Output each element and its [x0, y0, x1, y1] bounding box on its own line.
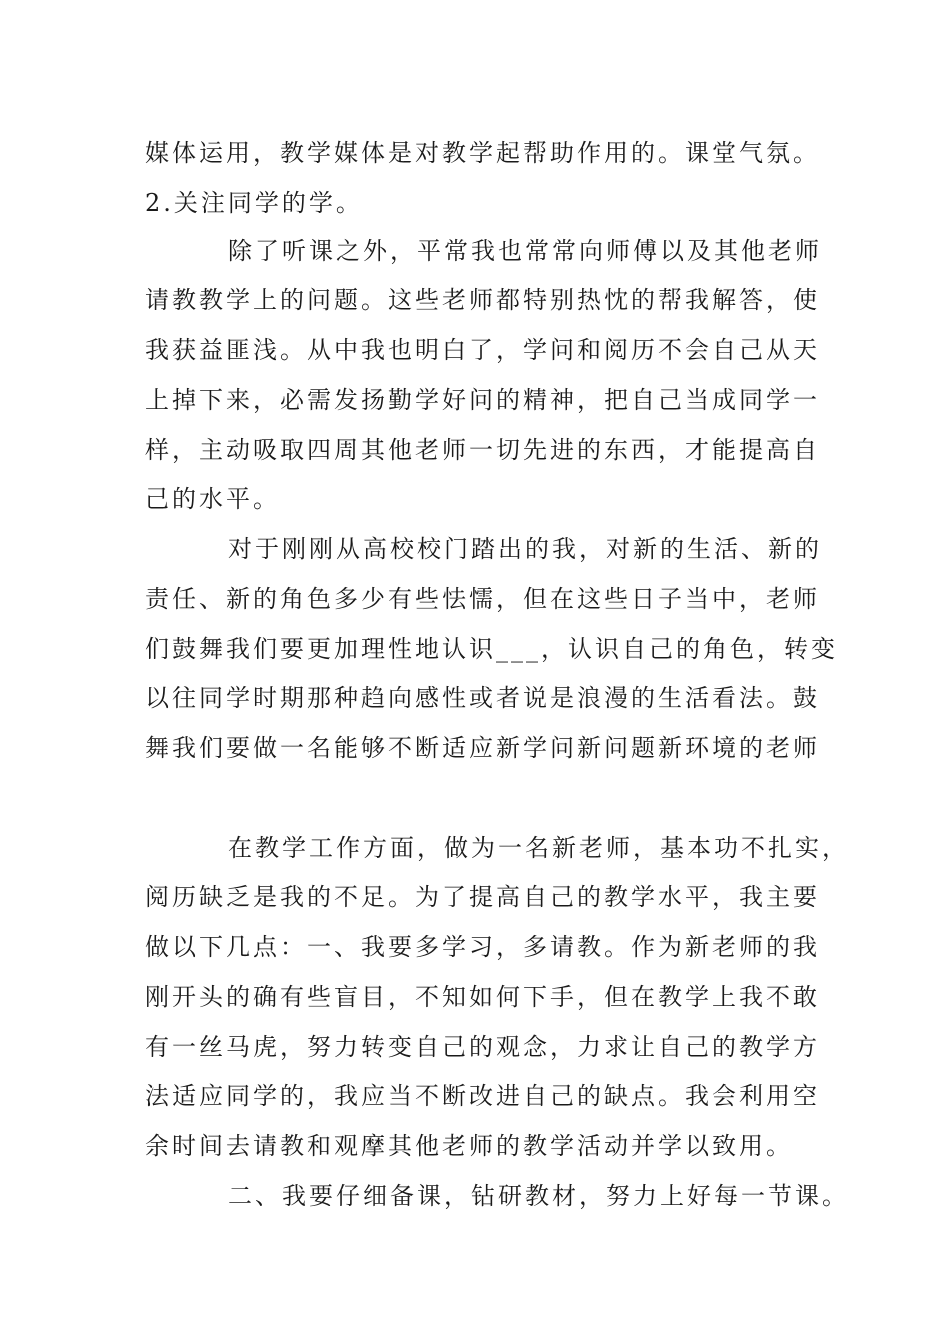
text-line: 刚开头的确有些盲目，不知如何下手，但在教学上我不敢 [145, 983, 820, 1011]
text-line: 以往同学时期那种趋向感性或者说是浪漫的生活看法。鼓 [145, 684, 820, 712]
paragraph-first-line: 对于刚刚从高校校门踏出的我，对新的生活、新的 [228, 535, 822, 563]
text-line: 阅历缺乏是我的不足。为了提高自己的教学水平，我主要 [145, 883, 820, 911]
paragraph-first-line: 在教学工作方面，做为一名新老师，基本功不扎实， [228, 834, 849, 862]
paragraph-first-line: 除了听课之外，平常我也常常向师傅以及其他老师 [228, 237, 822, 265]
text-line: 我获益匪浅。从中我也明白了，学问和阅历不会自己从天 [145, 336, 820, 364]
text-line: 请教教学上的问题。这些老师都特别热忱的帮我解答，使 [145, 286, 820, 314]
text-line: 有一丝马虎，努力转变自己的观念，力求让自己的教学方 [145, 1033, 820, 1061]
text-line: 做以下几点：一、我要多学习，多请教。作为新老师的我 [145, 933, 820, 961]
text-line: 余时间去请教和观摩其他老师的教学活动并学以致用。 [145, 1132, 793, 1160]
text-line: 己的水平。 [145, 485, 280, 513]
text-line: 2.关注同学的学。 [145, 189, 363, 217]
paragraph-first-line: 二、我要仔细备课，钻研教材，努力上好每一节课。 [228, 1182, 849, 1210]
text-line: 舞我们要做一名能够不断适应新学问新问题新环境的老师 [145, 734, 820, 762]
text-line: 们鼓舞我们要更加理性地认识___，认识自己的角色，转变 [145, 635, 838, 663]
text-line: 上掉下来，必需发扬勤学好问的精神，把自己当成同学一 [145, 386, 820, 414]
text-line: 样，主动吸取四周其他老师一切先进的东西，才能提高自 [145, 436, 820, 464]
text-line: 媒体运用，教学媒体是对教学起帮助作用的。课堂气氛。 [145, 139, 820, 167]
text-line: 责任、新的角色多少有些怯懦，但在这些日子当中，老师 [145, 585, 820, 613]
text-line: 法适应同学的，我应当不断改进自己的缺点。我会利用空 [145, 1082, 820, 1110]
